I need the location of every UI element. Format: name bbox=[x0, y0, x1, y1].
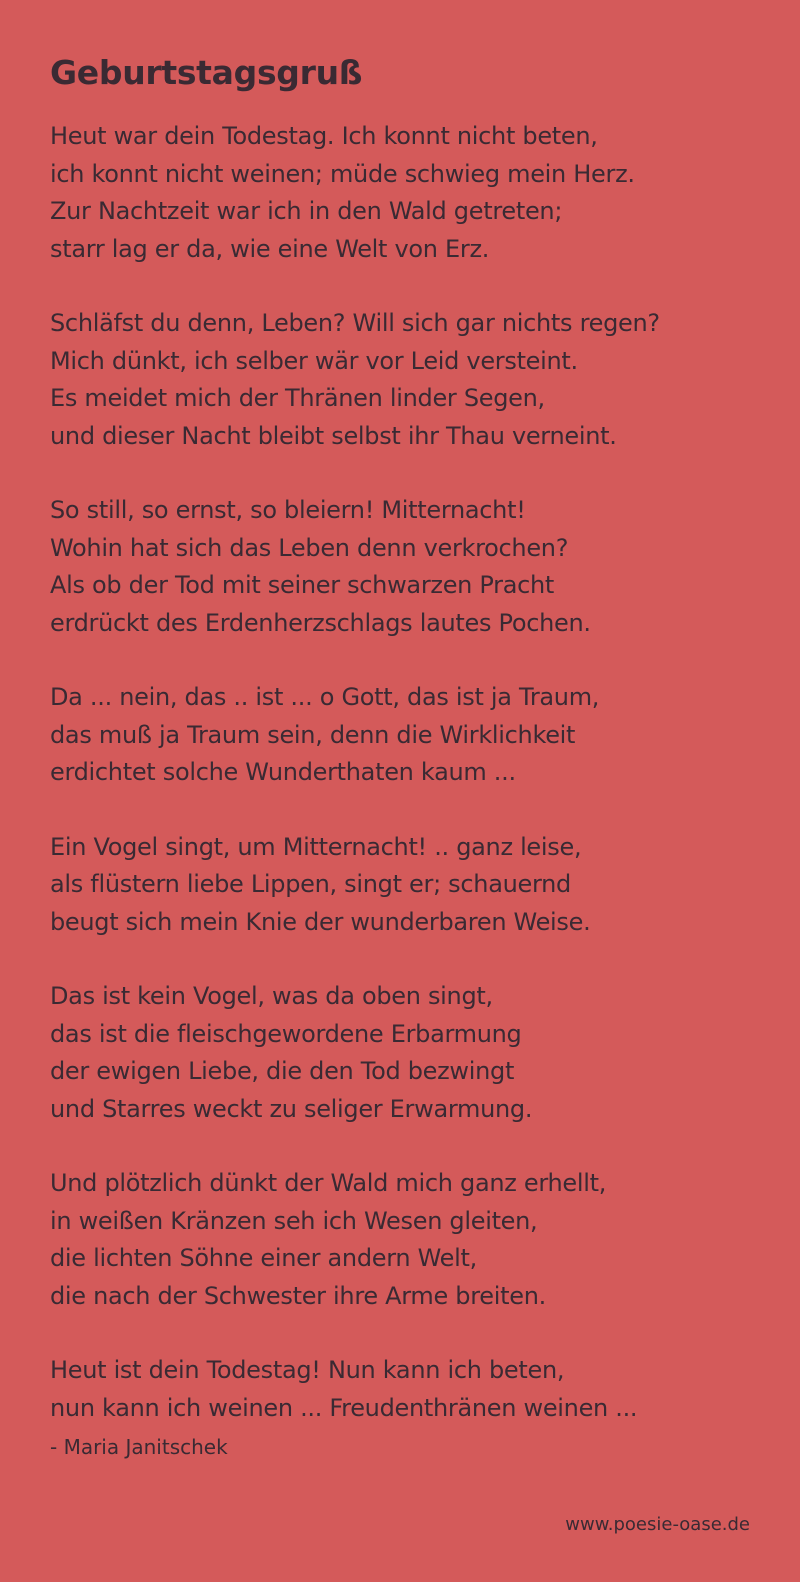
poem-stanza bbox=[50, 492, 760, 642]
poem-line: Heut ist dein Todestag! Nun kann ich beten, bbox=[50, 1356, 565, 1384]
poem-line: Ein Vogel singt, um Mitternacht! .. ganz leise, bbox=[50, 832, 582, 861]
poem-stanza bbox=[50, 1352, 760, 1427]
poem-line: So still, so ernst, so bleiern! Mitternacht! bbox=[50, 496, 526, 524]
poem-line: erdrückt des Erdenherzschlags lautes Pochen. bbox=[50, 608, 591, 637]
poem-line: erdichtet solche Wunderthaten kaum ... bbox=[50, 758, 516, 786]
poem-line: und dieser Nacht bleibt selbst ihr Thau verneint. bbox=[50, 421, 617, 450]
poem-line: beugt sich mein Knie der wunderbaren Weise. bbox=[50, 907, 591, 936]
website-url: www.poesie-oase.de bbox=[565, 1514, 750, 1535]
poem-line: der ewigen Liebe, die den Tod bezwingt bbox=[50, 1057, 515, 1085]
poem-line: das muß ja Traum sein, denn die Wirklichkeit bbox=[50, 720, 576, 749]
poem-page bbox=[50, 50, 760, 1461]
poem-line: und Starres weckt zu seliger Erwarmung. bbox=[50, 1094, 533, 1123]
poem-line: das ist die fleischgewordene Erbarmung bbox=[50, 1019, 522, 1048]
poem-line: Schläfst du denn, Leben? Will sich gar nichts regen? bbox=[50, 309, 660, 337]
poem-line: Da ... nein, das .. ist ... o Gott, das ist ja Traum, bbox=[50, 683, 600, 711]
poem-author: - Maria Janitschek bbox=[50, 1435, 228, 1459]
poem-stanza bbox=[50, 829, 760, 942]
poem-stanza bbox=[50, 978, 760, 1128]
poem-line: in weißen Kränzen seh ich Wesen gleiten, bbox=[50, 1206, 538, 1235]
poem-line: Als ob der Tod mit seiner schwarzen Pracht bbox=[50, 571, 555, 599]
poem-title: Geburtstagsgruß bbox=[50, 53, 363, 92]
poem-line: ich konnt nicht weinen; müde schwieg mein Herz. bbox=[50, 159, 635, 188]
poem-line: als flüstern liebe Lippen, singt er; schauernd bbox=[50, 870, 571, 898]
poem-stanza bbox=[50, 305, 760, 455]
poem-line: Und plötzlich dünkt der Wald mich ganz erhellt, bbox=[50, 1169, 607, 1197]
poem-line: Es meidet mich der Thränen linder Segen, bbox=[50, 384, 545, 412]
poem-line: die nach der Schwester ihre Arme breiten. bbox=[50, 1281, 546, 1310]
poem-stanza bbox=[50, 118, 760, 268]
poem-stanza bbox=[50, 1165, 760, 1315]
poem-line: Mich dünkt, ich selber wär vor Leid versteint. bbox=[50, 346, 578, 375]
poem-stanza bbox=[50, 679, 760, 792]
poem-line: Zur Nachtzeit war ich in den Wald getreten; bbox=[50, 197, 563, 225]
poem-body bbox=[50, 118, 760, 1427]
poem-line: Das ist kein Vogel, was da oben singt, bbox=[50, 982, 493, 1010]
poem-line: starr lag er da, wie eine Welt von Erz. bbox=[50, 234, 490, 263]
poem-line: Wohin hat sich das Leben denn verkrochen? bbox=[50, 533, 569, 562]
poem-line: nun kann ich weinen ... Freudenthränen weinen ... bbox=[50, 1393, 638, 1422]
poem-line: Heut war dein Todestag. Ich konnt nicht beten, bbox=[50, 122, 598, 150]
poem-line: die lichten Söhne einer andern Welt, bbox=[50, 1244, 477, 1272]
